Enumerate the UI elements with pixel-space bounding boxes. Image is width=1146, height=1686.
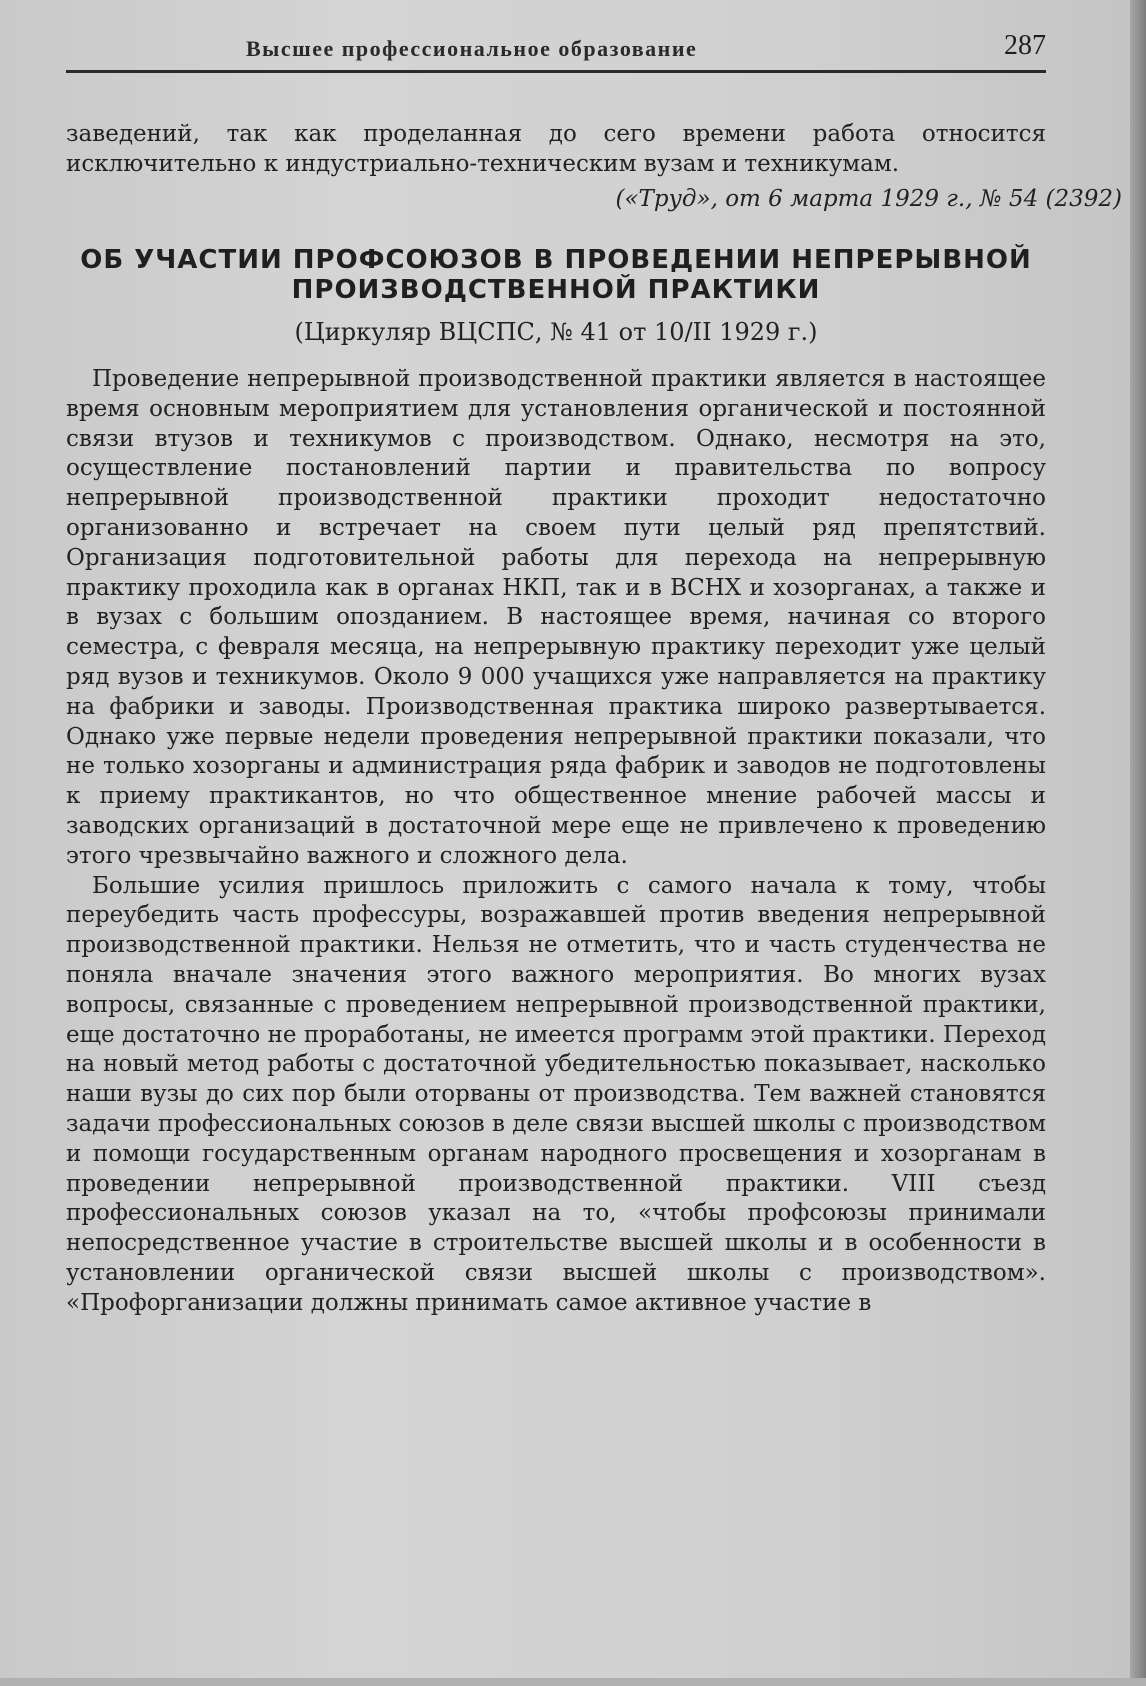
article-paragraph: Проведение непрерывной производственной практики является в настоящее время основным мероприятием для установления органической и постоянной связи втузов и техникумов с производством. Однако, несмотря на это, осуществление постановлений партии и правительства по вопросу непрерывной производственной практики проходит недостаточно организованно и встречает на своем пути целый ряд препятствий. Организация подготовительной работы для перехода на непрерывную практику проходила как в органах НКП, так и в ВСНХ и хозорганах, а также и в вузах с большим опозданием. В настоящее время, начиная со второго семестра, с февраля месяца, на непрерывную практику переходит уже целый ряд вузов и техникумов. Около 9 000 учащихся уже направляется на практику на фабрики и заводы. Производственная практика широко развертывается. Однако уже первые недели проведения непрерывной практики показали, что не только хозорганы и администрация ряда фабрик и заводов не подготовлены к приему практикантов, но что общественное мнение рабочей массы и заводских организаций в достаточной мере еще не привлечено к проведению этого чрезвычайно важного и сложного дела. — [66, 366, 1046, 869]
page-number: 287 — [1004, 30, 1046, 61]
page-bottom-edge — [0, 1678, 1146, 1686]
running-header — [66, 30, 1046, 74]
article-body — [66, 365, 1046, 1319]
article-title: ОБ УЧАСТИИ ПРОФСОЮЗОВ В ПРОВЕДЕНИИ НЕПРЕРЫВНОЙ ПРОИЗВОДСТВЕННОЙ ПРАКТИКИ — [80, 245, 1032, 305]
intro-text-block — [66, 120, 1046, 180]
running-title: Высшее профессиональное образование — [246, 36, 698, 61]
header-rule — [66, 70, 1046, 73]
page-edge-shadow — [1130, 0, 1146, 1686]
intro-paragraph: заведений, так как проделанная до сего времени работа относится исключительно к индустриально-техническим вузам и техникумам. — [66, 121, 1046, 177]
source-citation: («Труд», от 6 марта 1929 г., № 54 (2392) — [615, 186, 1122, 212]
article-subtitle: (Циркуляр ВЦСПС, № 41 от 10/II 1929 г.) — [294, 318, 818, 346]
article-paragraph: Большие усилия пришлось приложить с самого начала к тому, чтобы переубедить часть профессуры, возражавшей против введения непрерывной производственной практики. Нельзя не отметить, что и часть студенчества не поняла вначале значения этого важного мероприятия. Во многих вузах вопросы, связанные с проведением непрерывной производственной практики, еще достаточно не проработаны, не имеется программ этой практики. Переход на новый метод работы с достаточной убедительностью показывает, насколько наши вузы до сих пор были оторваны от производства. Тем важней становятся задачи профессиональных союзов в деле связи высшей школы с производством и помощи государственным органам народного просвещения и хозорганам в проведении непрерывной производственной практики. VIII съезд профессиональных союзов указал на то, «чтобы профсоюзы принимали непосредственное участие в строительстве высшей школы и в особенности в установлении органической связи высшей школы с производством». «Профорганизации должны принимать самое активное участие в — [66, 872, 1046, 1316]
